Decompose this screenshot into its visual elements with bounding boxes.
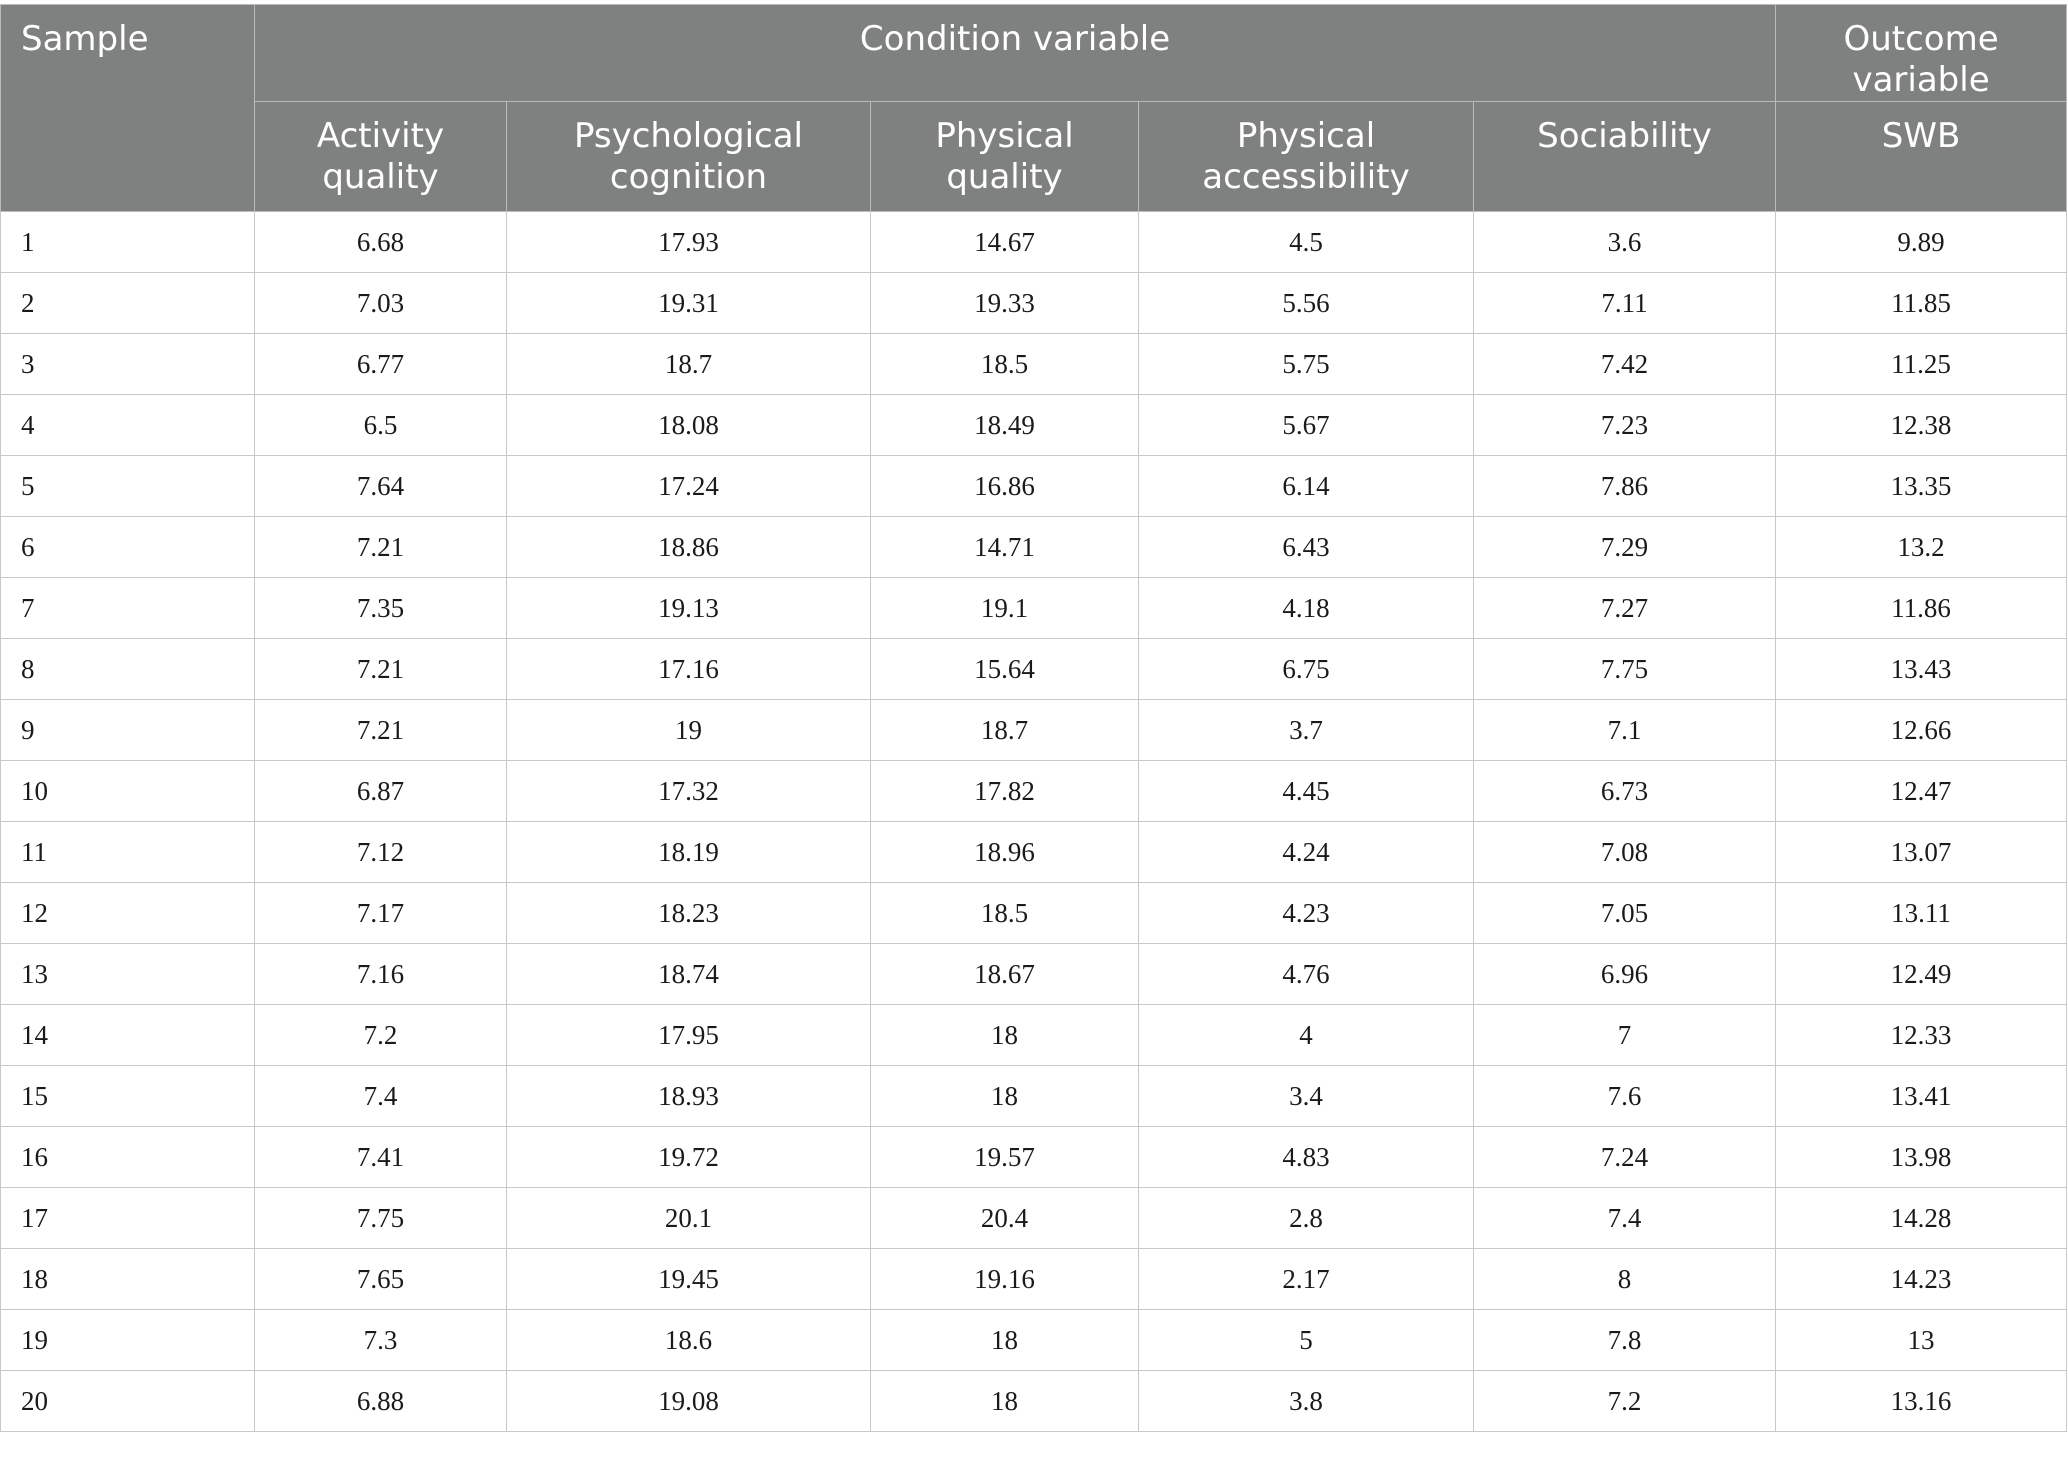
cell-psychological-cognition: 18.93 [507, 1066, 871, 1127]
cell-sociability: 7.42 [1474, 334, 1776, 395]
cell-swb: 9.89 [1776, 212, 2067, 273]
cell-physical-quality: 18 [871, 1310, 1139, 1371]
cell-sample: 14 [1, 1005, 255, 1066]
cell-physical-accessibility: 3.7 [1139, 700, 1474, 761]
cell-physical-accessibility: 4.23 [1139, 883, 1474, 944]
cell-sociability: 7.2 [1474, 1371, 1776, 1432]
cell-sociability: 3.6 [1474, 212, 1776, 273]
cell-physical-quality: 15.64 [871, 639, 1139, 700]
cell-psychological-cognition: 18.6 [507, 1310, 871, 1371]
cell-psychological-cognition: 19.13 [507, 578, 871, 639]
cell-physical-quality: 16.86 [871, 456, 1139, 517]
cell-sample: 8 [1, 639, 255, 700]
cell-physical-quality: 19.57 [871, 1127, 1139, 1188]
cell-sociability: 7.08 [1474, 822, 1776, 883]
cell-physical-quality: 18.7 [871, 700, 1139, 761]
cell-swb: 13.35 [1776, 456, 2067, 517]
group-header-condition-variable: Condition variable [255, 5, 1776, 102]
cell-swb: 14.28 [1776, 1188, 2067, 1249]
cell-sample: 19 [1, 1310, 255, 1371]
table-row [1, 639, 2067, 700]
cell-psychological-cognition: 19.08 [507, 1371, 871, 1432]
cell-sample: 16 [1, 1127, 255, 1188]
cell-sample: 17 [1, 1188, 255, 1249]
header-row-columns [1, 102, 2067, 212]
table-row [1, 395, 2067, 456]
cell-sample: 1 [1, 212, 255, 273]
cell-physical-accessibility: 3.8 [1139, 1371, 1474, 1432]
cell-psychological-cognition: 19 [507, 700, 871, 761]
cell-activity-quality: 6.88 [255, 1371, 507, 1432]
cell-physical-quality: 17.82 [871, 761, 1139, 822]
cell-physical-quality: 19.16 [871, 1249, 1139, 1310]
cell-sample: 6 [1, 517, 255, 578]
cell-physical-accessibility: 5.75 [1139, 334, 1474, 395]
table-row [1, 1066, 2067, 1127]
cell-physical-quality: 18 [871, 1371, 1139, 1432]
cell-psychological-cognition: 17.32 [507, 761, 871, 822]
column-header-physical-accessibility: Physical accessibility [1139, 102, 1474, 212]
cell-physical-quality: 18.5 [871, 883, 1139, 944]
cell-physical-quality: 14.67 [871, 212, 1139, 273]
cell-activity-quality: 7.12 [255, 822, 507, 883]
cell-swb: 13.07 [1776, 822, 2067, 883]
table-row [1, 517, 2067, 578]
cell-sample: 3 [1, 334, 255, 395]
cell-swb: 11.86 [1776, 578, 2067, 639]
cell-swb: 13.41 [1776, 1066, 2067, 1127]
cell-activity-quality: 7.21 [255, 700, 507, 761]
cell-swb: 11.25 [1776, 334, 2067, 395]
cell-sample: 12 [1, 883, 255, 944]
cell-activity-quality: 6.68 [255, 212, 507, 273]
table-row [1, 822, 2067, 883]
table-row [1, 334, 2067, 395]
cell-sociability: 7.8 [1474, 1310, 1776, 1371]
cell-psychological-cognition: 18.23 [507, 883, 871, 944]
table-row [1, 1249, 2067, 1310]
table-row [1, 273, 2067, 334]
cell-physical-accessibility: 3.4 [1139, 1066, 1474, 1127]
table-row [1, 456, 2067, 517]
cell-physical-accessibility: 6.14 [1139, 456, 1474, 517]
cell-swb: 13.98 [1776, 1127, 2067, 1188]
cell-swb: 13.43 [1776, 639, 2067, 700]
column-header-activity-quality: Activity quality [255, 102, 507, 212]
cell-physical-quality: 14.71 [871, 517, 1139, 578]
cell-activity-quality: 7.03 [255, 273, 507, 334]
table-row [1, 1188, 2067, 1249]
table-row [1, 1310, 2067, 1371]
cell-swb: 12.49 [1776, 944, 2067, 1005]
cell-physical-quality: 20.4 [871, 1188, 1139, 1249]
table-header [1, 5, 2067, 212]
cell-activity-quality: 7.21 [255, 639, 507, 700]
group-header-outcome-variable: Outcome variable [1776, 5, 2067, 102]
cell-physical-quality: 18.49 [871, 395, 1139, 456]
cell-physical-accessibility: 5.56 [1139, 273, 1474, 334]
cell-sociability: 7.24 [1474, 1127, 1776, 1188]
column-header-physical-quality: Physical quality [871, 102, 1139, 212]
cell-psychological-cognition: 20.1 [507, 1188, 871, 1249]
cell-activity-quality: 7.75 [255, 1188, 507, 1249]
cell-psychological-cognition: 19.72 [507, 1127, 871, 1188]
cell-physical-accessibility: 4.76 [1139, 944, 1474, 1005]
cell-sociability: 7.27 [1474, 578, 1776, 639]
cell-activity-quality: 7.17 [255, 883, 507, 944]
data-table [0, 4, 2067, 1432]
table-row [1, 761, 2067, 822]
cell-sociability: 7.6 [1474, 1066, 1776, 1127]
table-row [1, 1371, 2067, 1432]
cell-sociability: 7.23 [1474, 395, 1776, 456]
cell-activity-quality: 6.87 [255, 761, 507, 822]
cell-psychological-cognition: 17.16 [507, 639, 871, 700]
cell-physical-quality: 18.5 [871, 334, 1139, 395]
cell-psychological-cognition: 19.31 [507, 273, 871, 334]
cell-sample: 9 [1, 700, 255, 761]
cell-swb: 12.38 [1776, 395, 2067, 456]
cell-activity-quality: 7.64 [255, 456, 507, 517]
cell-physical-accessibility: 6.43 [1139, 517, 1474, 578]
cell-swb: 12.33 [1776, 1005, 2067, 1066]
header-row-group [1, 5, 2067, 102]
cell-swb: 13.2 [1776, 517, 2067, 578]
cell-sample: 2 [1, 273, 255, 334]
column-header-psychological-cognition: Psychological cognition [507, 102, 871, 212]
cell-activity-quality: 6.77 [255, 334, 507, 395]
cell-sample: 7 [1, 578, 255, 639]
cell-physical-accessibility: 4 [1139, 1005, 1474, 1066]
cell-physical-quality: 18 [871, 1066, 1139, 1127]
cell-sample: 11 [1, 822, 255, 883]
cell-sociability: 7.86 [1474, 456, 1776, 517]
cell-activity-quality: 7.16 [255, 944, 507, 1005]
column-header-swb: SWB [1776, 102, 2067, 212]
cell-psychological-cognition: 17.24 [507, 456, 871, 517]
cell-activity-quality: 7.35 [255, 578, 507, 639]
cell-sociability: 7.75 [1474, 639, 1776, 700]
cell-swb: 13 [1776, 1310, 2067, 1371]
cell-physical-accessibility: 4.45 [1139, 761, 1474, 822]
table-row [1, 883, 2067, 944]
cell-psychological-cognition: 18.08 [507, 395, 871, 456]
table-row [1, 212, 2067, 273]
cell-psychological-cognition: 18.7 [507, 334, 871, 395]
cell-physical-accessibility: 4.83 [1139, 1127, 1474, 1188]
cell-activity-quality: 7.2 [255, 1005, 507, 1066]
cell-psychological-cognition: 19.45 [507, 1249, 871, 1310]
table-row [1, 578, 2067, 639]
cell-sociability: 7.4 [1474, 1188, 1776, 1249]
cell-physical-accessibility: 6.75 [1139, 639, 1474, 700]
cell-physical-accessibility: 5.67 [1139, 395, 1474, 456]
cell-sociability: 7.11 [1474, 273, 1776, 334]
cell-physical-quality: 18.67 [871, 944, 1139, 1005]
cell-sociability: 7.05 [1474, 883, 1776, 944]
cell-sociability: 7 [1474, 1005, 1776, 1066]
data-table-container [0, 4, 2068, 1432]
cell-sociability: 8 [1474, 1249, 1776, 1310]
column-header-sample: Sample [1, 5, 255, 212]
cell-activity-quality: 6.5 [255, 395, 507, 456]
cell-psychological-cognition: 18.86 [507, 517, 871, 578]
cell-swb: 12.66 [1776, 700, 2067, 761]
cell-activity-quality: 7.4 [255, 1066, 507, 1127]
cell-physical-accessibility: 2.17 [1139, 1249, 1474, 1310]
cell-psychological-cognition: 17.95 [507, 1005, 871, 1066]
cell-activity-quality: 7.41 [255, 1127, 507, 1188]
cell-physical-accessibility: 2.8 [1139, 1188, 1474, 1249]
table-row [1, 944, 2067, 1005]
cell-physical-quality: 18.96 [871, 822, 1139, 883]
cell-sociability: 6.73 [1474, 761, 1776, 822]
cell-sample: 13 [1, 944, 255, 1005]
table-row [1, 700, 2067, 761]
cell-activity-quality: 7.3 [255, 1310, 507, 1371]
cell-sociability: 7.1 [1474, 700, 1776, 761]
cell-sample: 10 [1, 761, 255, 822]
table-row [1, 1127, 2067, 1188]
table-body [1, 212, 2067, 1432]
cell-sociability: 6.96 [1474, 944, 1776, 1005]
cell-physical-quality: 18 [871, 1005, 1139, 1066]
table-row [1, 1005, 2067, 1066]
cell-psychological-cognition: 17.93 [507, 212, 871, 273]
cell-physical-accessibility: 4.18 [1139, 578, 1474, 639]
cell-sample: 15 [1, 1066, 255, 1127]
cell-physical-accessibility: 4.5 [1139, 212, 1474, 273]
cell-swb: 11.85 [1776, 273, 2067, 334]
column-header-sociability: Sociability [1474, 102, 1776, 212]
cell-activity-quality: 7.21 [255, 517, 507, 578]
cell-sample: 5 [1, 456, 255, 517]
cell-swb: 13.11 [1776, 883, 2067, 944]
cell-sample: 4 [1, 395, 255, 456]
cell-activity-quality: 7.65 [255, 1249, 507, 1310]
cell-swb: 14.23 [1776, 1249, 2067, 1310]
cell-psychological-cognition: 18.74 [507, 944, 871, 1005]
cell-sociability: 7.29 [1474, 517, 1776, 578]
cell-physical-accessibility: 4.24 [1139, 822, 1474, 883]
cell-swb: 12.47 [1776, 761, 2067, 822]
cell-sample: 18 [1, 1249, 255, 1310]
cell-physical-quality: 19.33 [871, 273, 1139, 334]
cell-swb: 13.16 [1776, 1371, 2067, 1432]
cell-physical-quality: 19.1 [871, 578, 1139, 639]
cell-physical-accessibility: 5 [1139, 1310, 1474, 1371]
cell-sample: 20 [1, 1371, 255, 1432]
cell-psychological-cognition: 18.19 [507, 822, 871, 883]
